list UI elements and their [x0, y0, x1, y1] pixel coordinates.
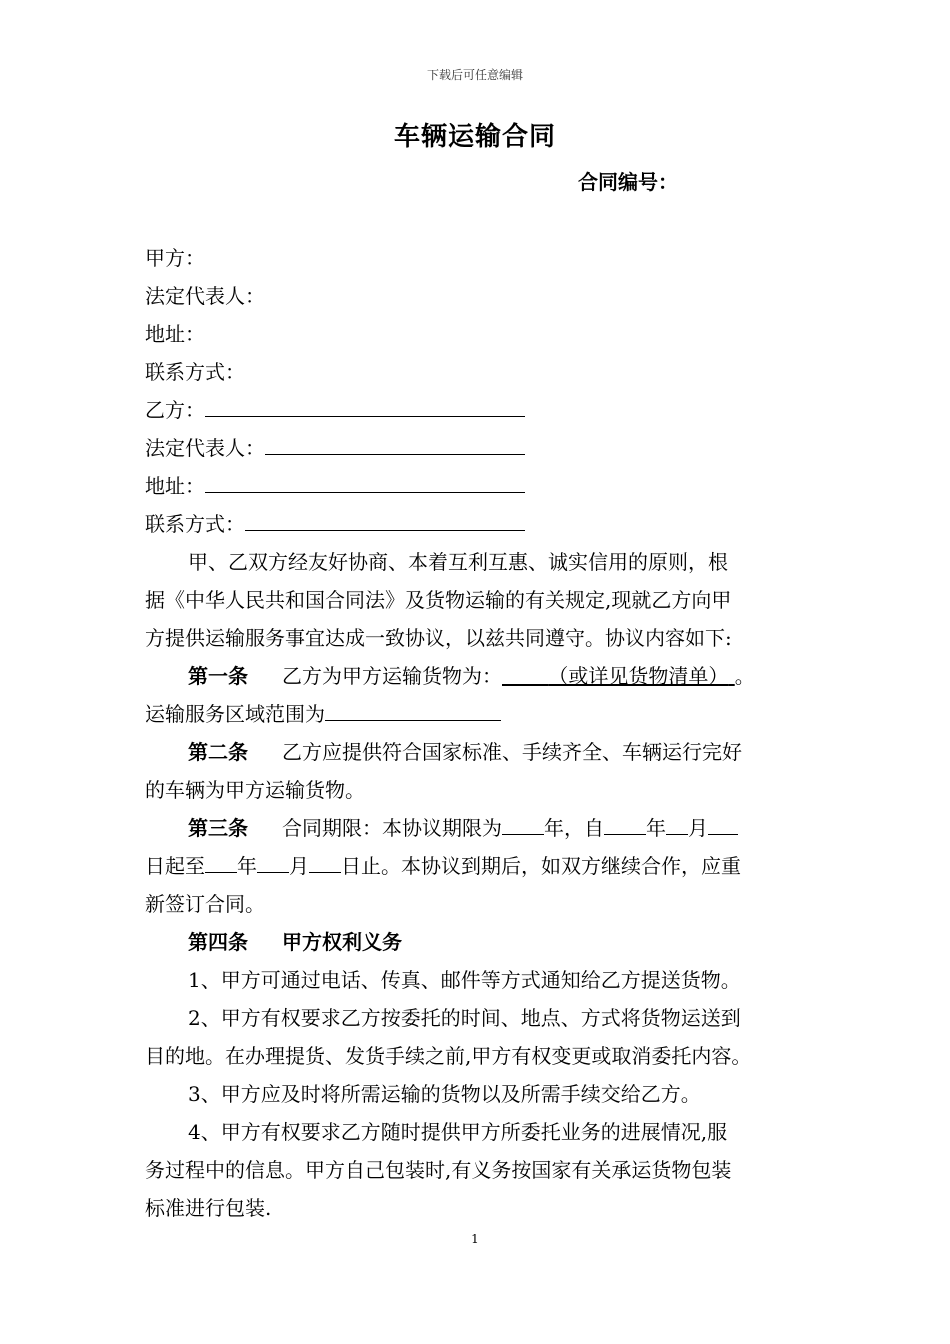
article-4-item-4: 4、甲方有权要求乙方随时提供甲方所委托业务的进展情况,服: [188, 1120, 728, 1144]
party-b-address-blank: [205, 470, 525, 493]
header-note: 下载后可任意编辑: [426, 68, 523, 82]
article-4-heading-row: [188, 926, 402, 955]
article-1-line-1: 第一条 乙方为甲方运输货物为： （或详见货物清单） 。: [188, 664, 755, 688]
article-3-line-1: 第三条 合同期限：本协议期限为 年，自 年 月: [188, 812, 738, 841]
intro-line-2: 据《中华人民共和国合同法》及货物运输的有关规定,现就乙方向甲: [145, 588, 732, 612]
page-number: 1: [471, 1232, 479, 1246]
article-1-heading: 第一条: [188, 664, 248, 688]
party-a-rep-label: 法定代表人：: [145, 284, 265, 308]
party-b-address-label: 地址：: [145, 474, 205, 498]
party-b-contact-blank: [245, 508, 525, 531]
article-2-line-2: 的车辆为甲方运输货物。: [145, 778, 365, 802]
article-1-text: 乙方为甲方运输货物为：: [282, 664, 502, 688]
service-area-blank: [325, 698, 501, 721]
article-3-heading: 第三条: [188, 816, 248, 840]
article-4-item-4-cont-2: 标准进行包装.: [145, 1196, 272, 1220]
article-4-subtitle: 甲方权利义务: [282, 930, 402, 954]
party-a-name-label: 甲方：: [145, 246, 205, 270]
party-b-name-row: [145, 394, 525, 423]
party-b-name-label: 乙方：: [145, 398, 205, 422]
article-1-underlined: （或详见货物清单）: [548, 664, 729, 688]
article-4-item-2-cont: 目的地。在办理提货、发货手续之前,甲方有权变更或取消委托内容。: [145, 1044, 752, 1068]
party-b-rep-row: [145, 432, 525, 461]
party-a-contact-label: 联系方式：: [145, 360, 245, 384]
party-b-address-row: [145, 470, 525, 499]
intro-line-1: 甲、乙双方经友好协商、本着互利互惠、诚实信用的原则，根: [188, 550, 728, 574]
article-2-heading: 第二条: [188, 740, 248, 764]
party-b-rep-blank: [265, 432, 525, 455]
party-b-rep-label: 法定代表人：: [145, 436, 265, 460]
contract-number-label: 合同编号：: [578, 170, 678, 194]
party-b-contact-row: [145, 508, 525, 537]
party-b-contact-label: 联系方式：: [145, 512, 245, 536]
article-3-line-3: 新签订合同。: [145, 892, 265, 916]
article-3-line-2: 日起至 年 月 日止。本协议到期后，如双方继续合作，应重: [145, 850, 741, 879]
page-title: 车辆运输合同: [393, 122, 556, 152]
article-4-item-2: 2、甲方有权要求乙方按委托的时间、地点、方式将货物运送到: [188, 1006, 741, 1030]
article-4-item-4-cont-1: 务过程中的信息。甲方自己包装时,有义务按国家有关承运货物包装: [145, 1158, 732, 1182]
article-4-item-1: 1、甲方可通过电话、传真、邮件等方式通知给乙方提送货物。: [188, 968, 741, 992]
article-4-item-3: 3、甲方应及时将所需运输的货物以及所需手续交给乙方。: [188, 1082, 701, 1106]
intro-line-3: 方提供运输服务事宜达成一致协议，以兹共同遵守。协议内容如下:: [145, 626, 732, 650]
article-1-line-2: 运输服务区域范围为: [145, 698, 501, 727]
party-a-address-label: 地址：: [145, 322, 205, 346]
article-4-heading: 第四条: [188, 930, 248, 954]
article-2-line-1: 第二条 乙方应提供符合国家标准、手续齐全、车辆运行完好: [188, 740, 742, 764]
party-b-name-blank: [205, 394, 525, 417]
